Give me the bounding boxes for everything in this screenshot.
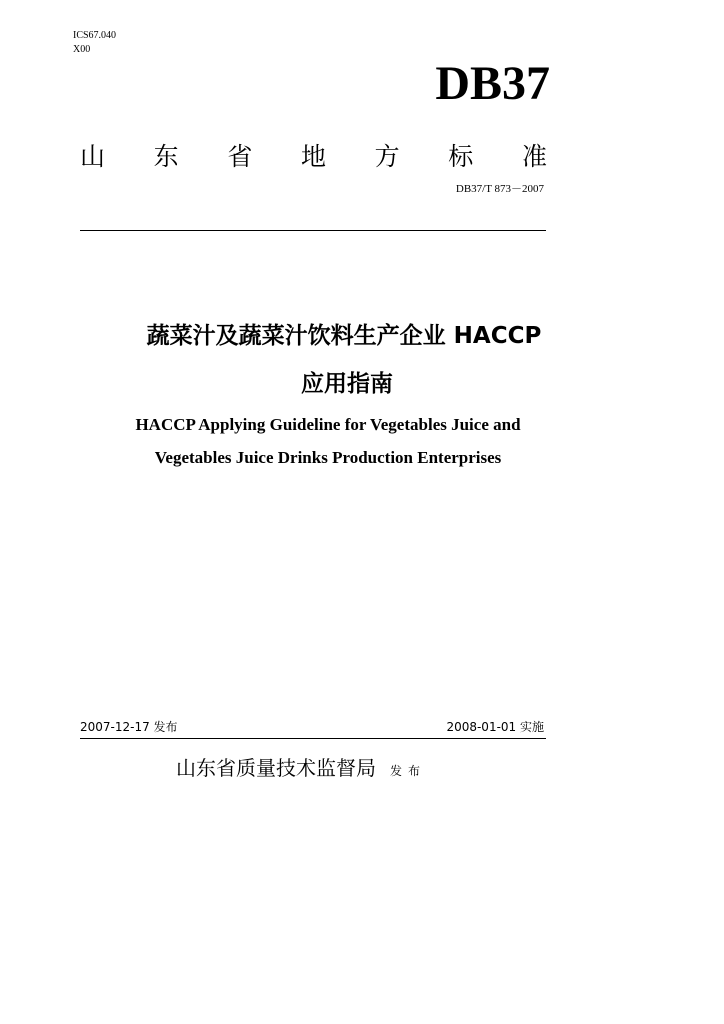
issuer-name: 山东省质量技术监督局 [176, 756, 376, 780]
bottom-divider [80, 738, 546, 739]
issuer-block [176, 755, 426, 781]
db-code: DB37 [435, 57, 550, 110]
standard-number: DB37/T 873－2007 [455, 183, 544, 195]
implementation-date: 2008-01-01 实施 [446, 720, 544, 734]
standard-type-char: 山 [80, 142, 106, 171]
title-chinese-line-2: 应用指南 [301, 371, 393, 397]
top-divider [80, 230, 546, 231]
title-english-line-2: Vegetables Juice Drinks Production Enterprises [154, 448, 502, 467]
standard-type-char: 方 [374, 142, 400, 171]
standard-type-char: 准 [521, 142, 547, 171]
ics-code: ICS67.040 [73, 30, 117, 41]
standard-type-char: 标 [448, 142, 474, 171]
standard-type-char: 省 [227, 142, 253, 171]
standard-type-char: 东 [153, 142, 179, 171]
standard-type-char: 地 [300, 142, 326, 171]
classification-code: X00 [73, 44, 91, 55]
title-chinese-line-1: 蔬菜汁及蔬菜汁饮料生产企业 HACCP [146, 323, 542, 349]
issuer-action: 发布 [390, 764, 427, 778]
title-english-line-1: HACCP Applying Guideline for Vegetables Juice and [135, 415, 521, 434]
issue-date: 2007-12-17 发布 [80, 720, 178, 734]
standard-type [80, 142, 547, 172]
